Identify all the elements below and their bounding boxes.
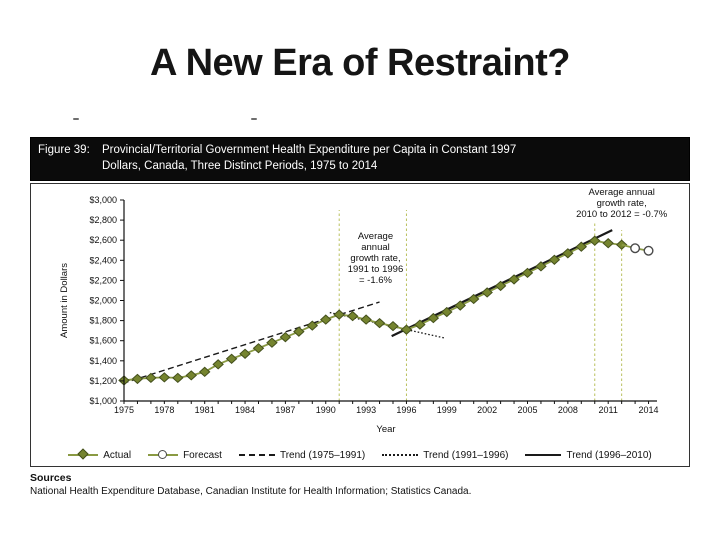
- legend-item-trend-1991-1996: [382, 450, 508, 461]
- forecast-marker-icon: [148, 450, 178, 460]
- legend-label: Trend (1975–1991): [279, 449, 366, 461]
- svg-text:2011: 2011: [598, 404, 618, 415]
- legend-item-forecast: [148, 450, 222, 461]
- svg-text:1996: 1996: [396, 404, 417, 415]
- svg-text:2008: 2008: [557, 404, 578, 415]
- svg-text:2005: 2005: [517, 404, 538, 415]
- legend-label: Trend (1991–1996): [423, 449, 509, 461]
- sources-text: National Health Expenditure Database, Canadian Institute for Health Information; Statistics Canada.: [30, 486, 472, 498]
- forecast-series: [622, 244, 653, 255]
- svg-text:1990: 1990: [315, 404, 336, 415]
- line-chart: [31, 184, 687, 436]
- svg-text:$2,400: $2,400: [89, 254, 117, 265]
- svg-text:$1,400: $1,400: [89, 355, 117, 366]
- actual-marker-icon: [68, 450, 98, 460]
- figure-header: [30, 137, 690, 181]
- figure-number: Figure 39:: [38, 144, 90, 156]
- svg-text:1991 to 1996: 1991 to 1996: [347, 263, 404, 275]
- y-axis-title: Amount in Dollars: [59, 262, 70, 338]
- svg-text:1981: 1981: [194, 404, 215, 415]
- sources-block: [30, 471, 471, 499]
- legend-label: Forecast: [183, 449, 222, 461]
- svg-text:Average annual: Average annual: [588, 186, 655, 198]
- y-axis: [59, 195, 124, 406]
- svg-text:1999: 1999: [436, 404, 457, 415]
- x-axis-title: Year: [376, 423, 396, 435]
- sources-heading: Sources: [30, 472, 72, 484]
- legend-item-trend-1996-2010: [525, 450, 651, 461]
- svg-text:2002: 2002: [477, 404, 498, 415]
- svg-text:1987: 1987: [275, 404, 296, 415]
- chart-area: [30, 183, 690, 467]
- slide-title: A New Era of Restraint?: [150, 42, 570, 84]
- figure-39: [30, 137, 690, 467]
- svg-text:$2,800: $2,800: [89, 214, 117, 225]
- chart-legend: [31, 450, 689, 461]
- svg-text:growth rate,: growth rate,: [596, 197, 647, 209]
- svg-text:2010 to 2012 = -0.7%: 2010 to 2012 = -0.7%: [576, 208, 668, 220]
- dotted-line-icon: [382, 450, 418, 460]
- svg-text:1984: 1984: [235, 404, 256, 415]
- legend-item-trend-1975-1991: [239, 450, 365, 461]
- svg-text:$1,000: $1,000: [89, 395, 117, 406]
- svg-text:$1,800: $1,800: [89, 315, 117, 326]
- legend-item-actual: [68, 450, 131, 461]
- svg-text:$1,600: $1,600: [89, 335, 117, 346]
- svg-text:= -1.6%: = -1.6%: [359, 274, 393, 286]
- figure-title-line2: Dollars, Canada, Three Distinct Periods, 1975 to 2014: [102, 160, 378, 173]
- svg-text:$2,600: $2,600: [89, 234, 117, 245]
- svg-text:1993: 1993: [356, 404, 377, 415]
- legend-label: Actual: [103, 449, 132, 461]
- svg-text:2014: 2014: [638, 404, 659, 415]
- svg-text:annual: annual: [361, 241, 390, 253]
- svg-text:$3,000: $3,000: [89, 194, 117, 205]
- legend-label: Trend (1996–2010): [566, 449, 652, 461]
- svg-text:$2,000: $2,000: [89, 295, 117, 306]
- svg-text:1978: 1978: [154, 404, 175, 415]
- annotations: [348, 187, 668, 286]
- svg-text:$2,200: $2,200: [89, 275, 117, 286]
- solid-line-icon: [525, 450, 561, 460]
- figure-title-line1: Provincial/Territorial Government Health Expenditure per Capita in Constant 1997: [102, 144, 517, 156]
- hidden-text-remnant: [251, 118, 257, 120]
- x-axis: [114, 401, 659, 435]
- svg-text:Average: Average: [357, 230, 394, 242]
- dashed-line-icon: [239, 450, 275, 460]
- figure-title: [102, 142, 683, 175]
- svg-text:1975: 1975: [113, 404, 135, 415]
- svg-text:$1,200: $1,200: [89, 375, 117, 386]
- svg-text:growth rate,: growth rate,: [350, 252, 401, 264]
- hidden-text-remnant: [73, 118, 79, 120]
